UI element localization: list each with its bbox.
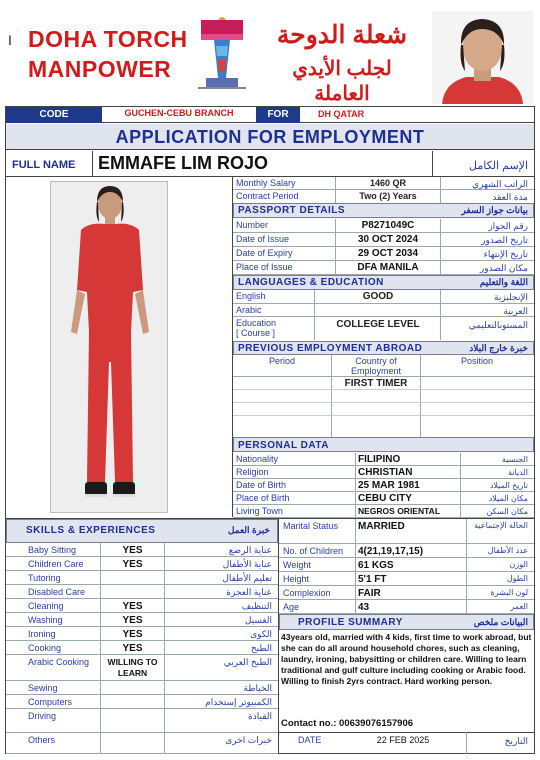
date-label: DATE <box>298 735 322 745</box>
company-name-ar-line1: شعلة الدوحة <box>276 21 408 49</box>
skill-row-label: Others <box>28 735 56 745</box>
skill-row-label: Ironing <box>28 629 56 639</box>
passport-row-label: Date of Expiry <box>236 248 293 258</box>
status-row-label-ar: الحالة الإجتماعية <box>474 521 528 530</box>
status-row-value: 4(21,19,17,15) <box>358 546 424 557</box>
contract-col-b <box>440 177 441 203</box>
education-label-ar: المستوىالتعليمي <box>468 320 528 330</box>
status-row-label-ar: عدد الأطفال <box>487 546 528 555</box>
education-value: COLLEGE LEVEL <box>336 319 420 330</box>
personal-row-value: NEGROS ORIENTAL <box>358 506 441 516</box>
previous-line3 <box>233 402 534 403</box>
skill-row-label: Disabled Care <box>28 587 86 597</box>
lower-divider <box>278 519 279 754</box>
skill-row-line <box>6 612 278 613</box>
status-row-value: FAIR <box>358 588 381 599</box>
skill-row-line <box>6 732 278 733</box>
previous-line1 <box>233 376 534 377</box>
status-row-label: Marital Status <box>283 521 339 531</box>
skill-row-label-ar: التنظيف <box>241 601 272 611</box>
personal-row-value: CEBU CITY <box>358 493 412 504</box>
languages-title: LANGUAGES & EDUCATION <box>238 277 384 288</box>
personal-col-b <box>460 453 461 518</box>
passport-row-label-ar: رقم الجواز <box>488 221 528 231</box>
skill-row-line <box>6 694 278 695</box>
education-label-course: [ Course ] <box>236 328 276 338</box>
skill-row-value: YES <box>122 643 143 654</box>
full-name-value: EMMAFE LIM ROJO <box>98 153 268 173</box>
applicant-full-body-photo <box>50 181 168 513</box>
skill-row-line <box>6 598 278 599</box>
personal-row-label-ar: تاريخ الميلاد <box>489 481 528 490</box>
status-row-label: Age <box>283 602 300 612</box>
skill-row-value: YES <box>122 601 143 612</box>
personal-row-label: Nationality <box>236 454 279 464</box>
passport-col-b <box>440 219 441 275</box>
passport-row-line <box>233 246 534 247</box>
passport-row-label-ar: مكان الصدور <box>479 263 528 273</box>
passport-row-label: Number <box>236 220 269 230</box>
status-row-label-ar: العمر <box>510 602 528 611</box>
profile-text: 43years old, married with 4 kids, first time to work abroad, but she can do all around household chores, such as cleaning, laundry, ironing, babysitting or children care. Willing to learn traditional and gulf culture including cooking or Arabic food. Willing to finish 2yrs contract. Hard working person. <box>281 632 532 686</box>
passport-row-value: P8271049C <box>361 220 415 231</box>
status-row-label: Height <box>283 574 310 584</box>
for-label: FOR <box>267 109 289 120</box>
skill-row-label-ar: الكوى <box>250 629 272 639</box>
contact-number: Contact no.: 00639076157906 <box>281 718 414 729</box>
previous-col-country: Country of Employment <box>350 356 402 376</box>
personal-row-label-ar: مكان السكن <box>486 507 528 516</box>
applicant-headshot <box>432 11 533 104</box>
personal-row-label-ar: الديانة <box>507 468 528 477</box>
status-row-line <box>279 599 534 600</box>
skill-row-label: Washing <box>28 615 63 625</box>
salary-value: 1460 QR <box>369 178 407 188</box>
passport-row-line <box>233 232 534 233</box>
status-row-line <box>279 571 534 572</box>
status-row-line <box>279 543 534 544</box>
passport-title: PASSPORT DETAILS <box>238 205 346 216</box>
skill-row-label: Arabic Cooking <box>28 657 90 667</box>
status-row-label-ar: الوزن <box>509 560 528 569</box>
lang-col-a <box>314 290 315 340</box>
previous-title-ar: خبرة خارج البلاد <box>469 343 528 353</box>
skill-row-value: WILLING TO LEARN <box>107 657 158 678</box>
period-label: Contract Period <box>236 191 299 201</box>
passport-title-ar: بيانات جواز السفر <box>461 205 528 215</box>
company-name-en-line1: DOHA TORCH <box>28 26 188 52</box>
skill-row-line <box>6 584 278 585</box>
personal-row-value: CHRISTIAN <box>358 467 413 478</box>
skill-row-label: Baby Sitting <box>28 545 77 555</box>
full-name-label: FULL NAME <box>12 159 76 171</box>
skill-row-label: Cleaning <box>28 601 64 611</box>
status-row-value: 61 KGS <box>358 560 394 571</box>
personal-col-a <box>355 453 356 518</box>
salary-label-ar: الراتب الشهري <box>472 179 528 189</box>
skill-row-line <box>6 626 278 627</box>
skill-row-line <box>6 753 278 754</box>
arabic-label: Arabic <box>236 305 262 315</box>
lang-line1 <box>233 303 534 304</box>
skill-row-label: Computers <box>28 697 73 707</box>
company-name-ar-line2: لجلب الأيدي العاملة <box>292 58 392 105</box>
skill-row-label-ar: عناية العجزة <box>226 587 272 597</box>
skill-row-label: Tutoring <box>28 573 61 583</box>
skill-row-label-ar: تعليم الأطفال <box>222 573 272 583</box>
full-name-ar-divider <box>432 151 433 177</box>
left-mark: I <box>8 32 12 48</box>
torch-logo <box>196 16 248 92</box>
date-value: 22 FEB 2025 <box>376 735 430 745</box>
date-col <box>466 732 467 754</box>
passport-row-value: 30 OCT 2024 <box>357 234 419 245</box>
english-label-ar: الإنجليزية <box>494 292 528 302</box>
education-label: Education <box>236 318 277 328</box>
skill-row-line <box>6 708 278 709</box>
skill-row-label-ar: عناية الرضع <box>228 545 272 555</box>
personal-row-value: FILIPINO <box>358 454 401 465</box>
personal-row-label: Living Town <box>236 506 283 516</box>
passport-row-label-ar: تاريخ الإنتهاء <box>483 249 528 259</box>
full-name-label-ar: الإسم الكامل <box>469 160 528 172</box>
status-row-value: MARRIED <box>358 521 405 532</box>
skill-row-label-ar: عناية الأطفال <box>222 559 272 569</box>
skill-row-label-ar: القيادة <box>248 711 272 721</box>
profile-title-ar: البيانات ملخص <box>473 617 528 627</box>
status-row-line <box>279 585 534 586</box>
skill-row-label: Cooking <box>28 643 62 653</box>
personal-title: PERSONAL DATA <box>238 440 329 451</box>
personal-row-line <box>233 478 534 479</box>
full-name-divider <box>92 151 93 177</box>
salary-label: Monthly Salary <box>236 178 296 188</box>
skill-row-label: Children Care <box>28 559 84 569</box>
skill-row-value: YES <box>122 629 143 640</box>
skill-row-value: YES <box>122 559 143 570</box>
status-row-label-ar: الطول <box>506 574 528 583</box>
previous-line4 <box>233 415 534 416</box>
previous-col-position: Position <box>460 356 494 366</box>
passport-row-label: Place of Issue <box>236 262 293 272</box>
skill-row-label-ar: الطبخ <box>250 643 272 653</box>
skills-col-b <box>164 543 165 754</box>
personal-row-line <box>233 491 534 492</box>
previous-col-a <box>331 355 332 437</box>
passport-col-a <box>335 219 336 275</box>
destination-value: DH QATAR <box>318 109 365 119</box>
date-row-top <box>279 732 534 733</box>
status-row-label: No. of Children <box>283 546 344 556</box>
contract-col-a <box>335 177 336 203</box>
period-label-ar: مدة العقد <box>492 192 528 202</box>
skill-row-line <box>6 654 278 655</box>
code-label: CODE <box>39 109 69 120</box>
company-name-en-line2: MANPOWER <box>28 56 172 82</box>
languages-title-ar: اللغة والتعليم <box>479 277 528 287</box>
skill-row-label-ar: الخياطة <box>243 683 272 693</box>
passport-row-line <box>233 260 534 261</box>
status-row-label-ar: لون البشرة <box>490 588 528 597</box>
previous-title: PREVIOUS EMPLOYMENT ABROAD <box>238 343 423 354</box>
skill-row-label-ar: الكمبيوتر إستخدام <box>205 697 272 707</box>
date-label-ar: التاريخ <box>504 736 528 746</box>
personal-row-label: Date of Birth <box>236 480 287 490</box>
personal-row-line <box>233 504 534 505</box>
skill-row-line <box>6 680 278 681</box>
lang-col-b <box>440 290 441 340</box>
personal-row-label: Place of Birth <box>236 493 290 503</box>
passport-row-value: DFA MANILA <box>357 262 419 273</box>
skills-title: SKILLS & EXPERIENCES <box>26 525 156 536</box>
status-row-label: Weight <box>283 560 311 570</box>
profile-title: PROFILE SUMMARY <box>298 617 403 628</box>
lang-line2 <box>233 316 534 317</box>
arabic-label-ar: العربية <box>503 306 528 316</box>
skill-row-line <box>6 570 278 571</box>
personal-row-label: Religion <box>236 467 269 477</box>
status-row-line <box>279 557 534 558</box>
personal-row-label-ar: مكان الميلاد <box>488 494 528 503</box>
skill-row-label-ar: الطبخ العربي <box>223 657 272 667</box>
passport-row-label-ar: تاريخ الصدور <box>481 235 528 245</box>
period-value: Two (2) Years <box>359 191 417 201</box>
previous-col-period: Period <box>268 356 295 366</box>
status-row-value: 43 <box>358 602 370 613</box>
passport-row-value: 29 OCT 2034 <box>357 248 419 259</box>
status-row-value: 5'1 FT <box>358 574 387 585</box>
skill-row-label: Sewing <box>28 683 58 693</box>
previous-line2 <box>233 389 534 390</box>
skill-row-value: YES <box>122 615 143 626</box>
skill-row-label-ar: خبرات اخرى <box>225 735 272 745</box>
skill-row-label: Driving <box>28 711 57 721</box>
english-value: GOOD <box>362 291 394 302</box>
status-row-label: Complexion <box>283 588 331 598</box>
passport-row-label: Date of Issue <box>236 234 290 244</box>
skill-row-value: YES <box>122 545 143 556</box>
personal-row-label-ar: الجنسية <box>501 455 528 464</box>
personal-row-line <box>233 465 534 466</box>
contract-row-line1 <box>233 189 534 190</box>
form-title: APPLICATION FOR EMPLOYMENT <box>115 127 425 147</box>
previous-col-b <box>420 355 421 437</box>
english-label: English <box>236 291 266 301</box>
skill-row-line <box>6 556 278 557</box>
personal-row-value: 25 MAR 1981 <box>358 480 420 491</box>
branch-value: GUCHEN-CEBU BRANCH <box>124 108 234 118</box>
skill-row-label-ar: الغسيل <box>244 615 272 625</box>
previous-value: FIRST TIMER <box>344 378 408 389</box>
skills-title-ar: خبرة العمل <box>227 525 270 535</box>
skill-row-line <box>6 640 278 641</box>
